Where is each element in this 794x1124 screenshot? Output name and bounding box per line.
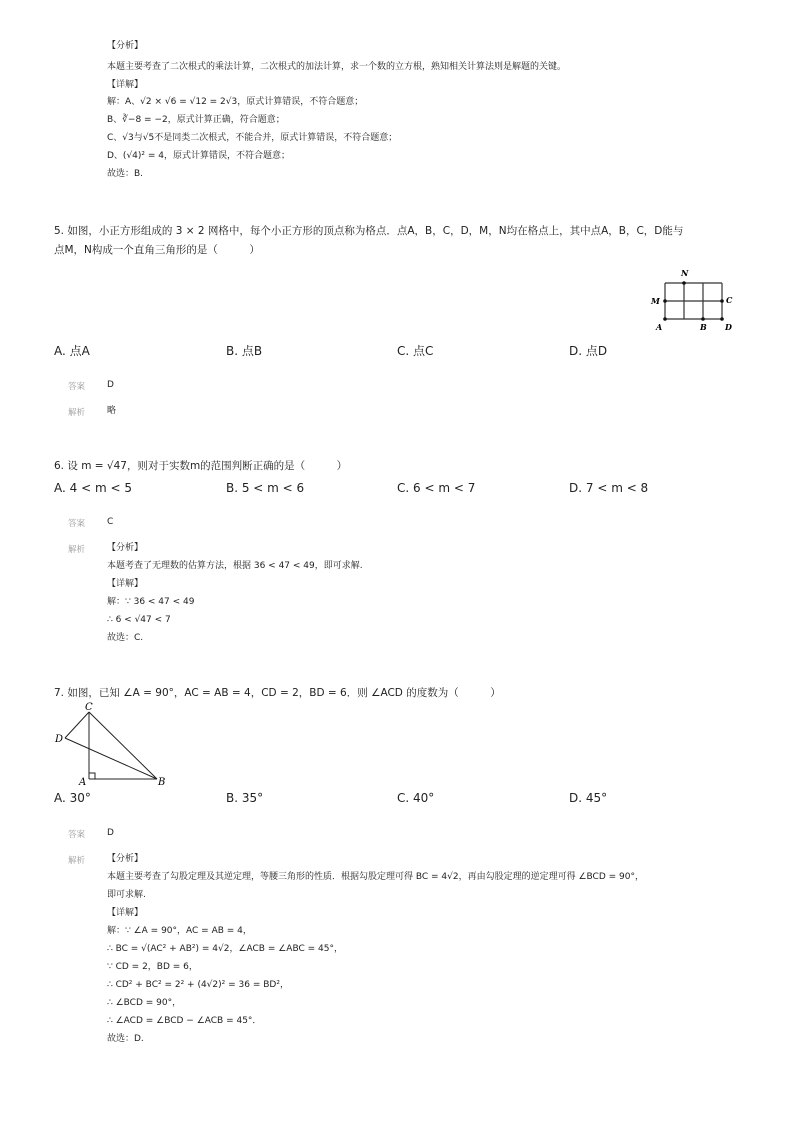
q7-answer-label: 答案 (68, 830, 86, 840)
q5-label-c: C (726, 295, 733, 305)
q7-answer: D (107, 828, 114, 838)
q7-detail-line2: ∴ BC = √(AC² + AB²) = 4√2，∠ACB = ∠ABC = 45°， (107, 944, 343, 954)
q6-conclusion: 故选：C. (107, 633, 144, 643)
q7-analysis-text-cont: 即可求解. (107, 890, 146, 900)
q5-grid-figure (640, 264, 740, 334)
q5-label-b: B (700, 322, 707, 332)
q6-detail-line2: ∴ 6 < √47 < 7 (107, 615, 171, 625)
q6-option-b[interactable]: B. 5 < m < 6 (226, 481, 305, 495)
q7-label-a: A (79, 777, 87, 788)
q7-detail-line6: ∴ ∠ACD = ∠BCD − ∠ACB = 45°． (107, 1016, 262, 1026)
q5-option-b[interactable]: B. 点B (226, 344, 263, 358)
q7-analysis-label: 解析 (68, 856, 86, 866)
q5-answer-label: 答案 (68, 382, 86, 392)
q4-conclusion: 故选：B. (107, 169, 144, 179)
q5-option-a[interactable]: A. 点A (54, 344, 90, 358)
q7-detail-line5: ∴ ∠BCD = 90°， (107, 998, 182, 1008)
q6-analysis-heading: 【分析】 (107, 543, 144, 553)
q6-detail-heading: 【详解】 (107, 579, 144, 589)
q5-answer: D (107, 380, 114, 390)
q7-detail-heading: 【详解】 (107, 908, 144, 918)
q5-stem-line1: 5. 如图，小正方形组成的 3 × 2 网格中，每个小正方形的顶点称为格点．点A，B，C，D，M，N均在格点上，其中点A，B，C，D能与 (54, 225, 684, 237)
q7-label-b: B (158, 777, 166, 788)
q5-label-d: D (725, 322, 732, 332)
q7-option-c[interactable]: C. 40° (397, 791, 435, 805)
q7-detail-line1: 解：∵ ∠A = 90°，AC = AB = 4， (107, 926, 252, 936)
q7-label-c: C (85, 702, 93, 713)
q5-analysis-label: 解析 (68, 408, 86, 418)
q6-option-d[interactable]: D. 7 < m < 8 (569, 481, 649, 495)
q5-analysis: 略 (107, 406, 117, 416)
q6-detail-line1: 解：∵ 36 < 47 < 49 (107, 597, 195, 607)
q5-option-c[interactable]: C. 点C (397, 344, 434, 358)
q7-label-d: D (55, 734, 64, 745)
q7-option-b[interactable]: B. 35° (226, 791, 264, 805)
q6-analysis-text: 本题考查了无理数的估算方法，根据 36 < 47 < 49，即可求解. (107, 561, 363, 571)
q7-analysis-text: 本题主要考查了勾股定理及其逆定理，等腰三角形的性质．根据勾股定理可得 BC = 4√2，再由勾股定理的逆定理可得 ∠BCD = 90°， (107, 872, 644, 882)
q5-option-d[interactable]: D. 点D (569, 344, 608, 358)
q7-option-a[interactable]: A. 30° (54, 791, 91, 805)
q6-answer-label: 答案 (68, 519, 86, 529)
q5-label-a: A (656, 322, 663, 332)
q4-analysis-heading: 【分析】 (107, 41, 144, 51)
q6-answer: C (107, 517, 114, 527)
q7-option-d[interactable]: D. 45° (569, 791, 608, 805)
q7-detail-line3: ∵ CD = 2，BD = 6， (107, 962, 198, 972)
q4-detail-line-d: D、(√4)² = 4，原式计算错误，不符合题意； (107, 151, 291, 161)
q5-label-m: M (651, 296, 660, 306)
q4-detail-line-c: C、√3与√5不是同类二次根式，不能合并，原式计算错误，不符合题意； (107, 133, 398, 143)
q6-option-c[interactable]: C. 6 < m < 7 (397, 481, 476, 495)
q4-detail-heading: 【详解】 (107, 80, 144, 90)
q4-detail-line-a: 解：A、√2 × √6 = √12 = 2√3，原式计算错误，不符合题意； (107, 97, 364, 107)
q5-stem-line2: 点M，N构成一个直角三角形的是（ ） (54, 244, 260, 256)
q7-stem: 7. 如图，已知 ∠A = 90°，AC = AB = 4，CD = 2，BD = 6．则 ∠ACD 的度数为（ ） (54, 687, 501, 699)
q7-triangle-figure (50, 700, 180, 790)
q6-stem: 6. 设 m = √47，则对于实数m的范围判断正确的是（ ） (54, 460, 348, 472)
q6-option-a[interactable]: A. 4 < m < 5 (54, 481, 132, 495)
q6-analysis-label: 解析 (68, 545, 86, 555)
q5-label-n: N (681, 268, 689, 278)
q4-analysis-text: 本题主要考查了二次根式的乘法计算，二次根式的加法计算，求一个数的立方根，熟知相关计算法则是解题的关键。 (107, 62, 567, 72)
q4-detail-line-b: B、∛−8 = −2，原式计算正确，符合题意； (107, 115, 285, 125)
q7-conclusion: 故选：D. (107, 1034, 144, 1044)
q7-detail-line4: ∴ CD² + BC² = 2² + (4√2)² = 36 = BD²， (107, 980, 289, 990)
q7-analysis-heading: 【分析】 (107, 854, 144, 864)
